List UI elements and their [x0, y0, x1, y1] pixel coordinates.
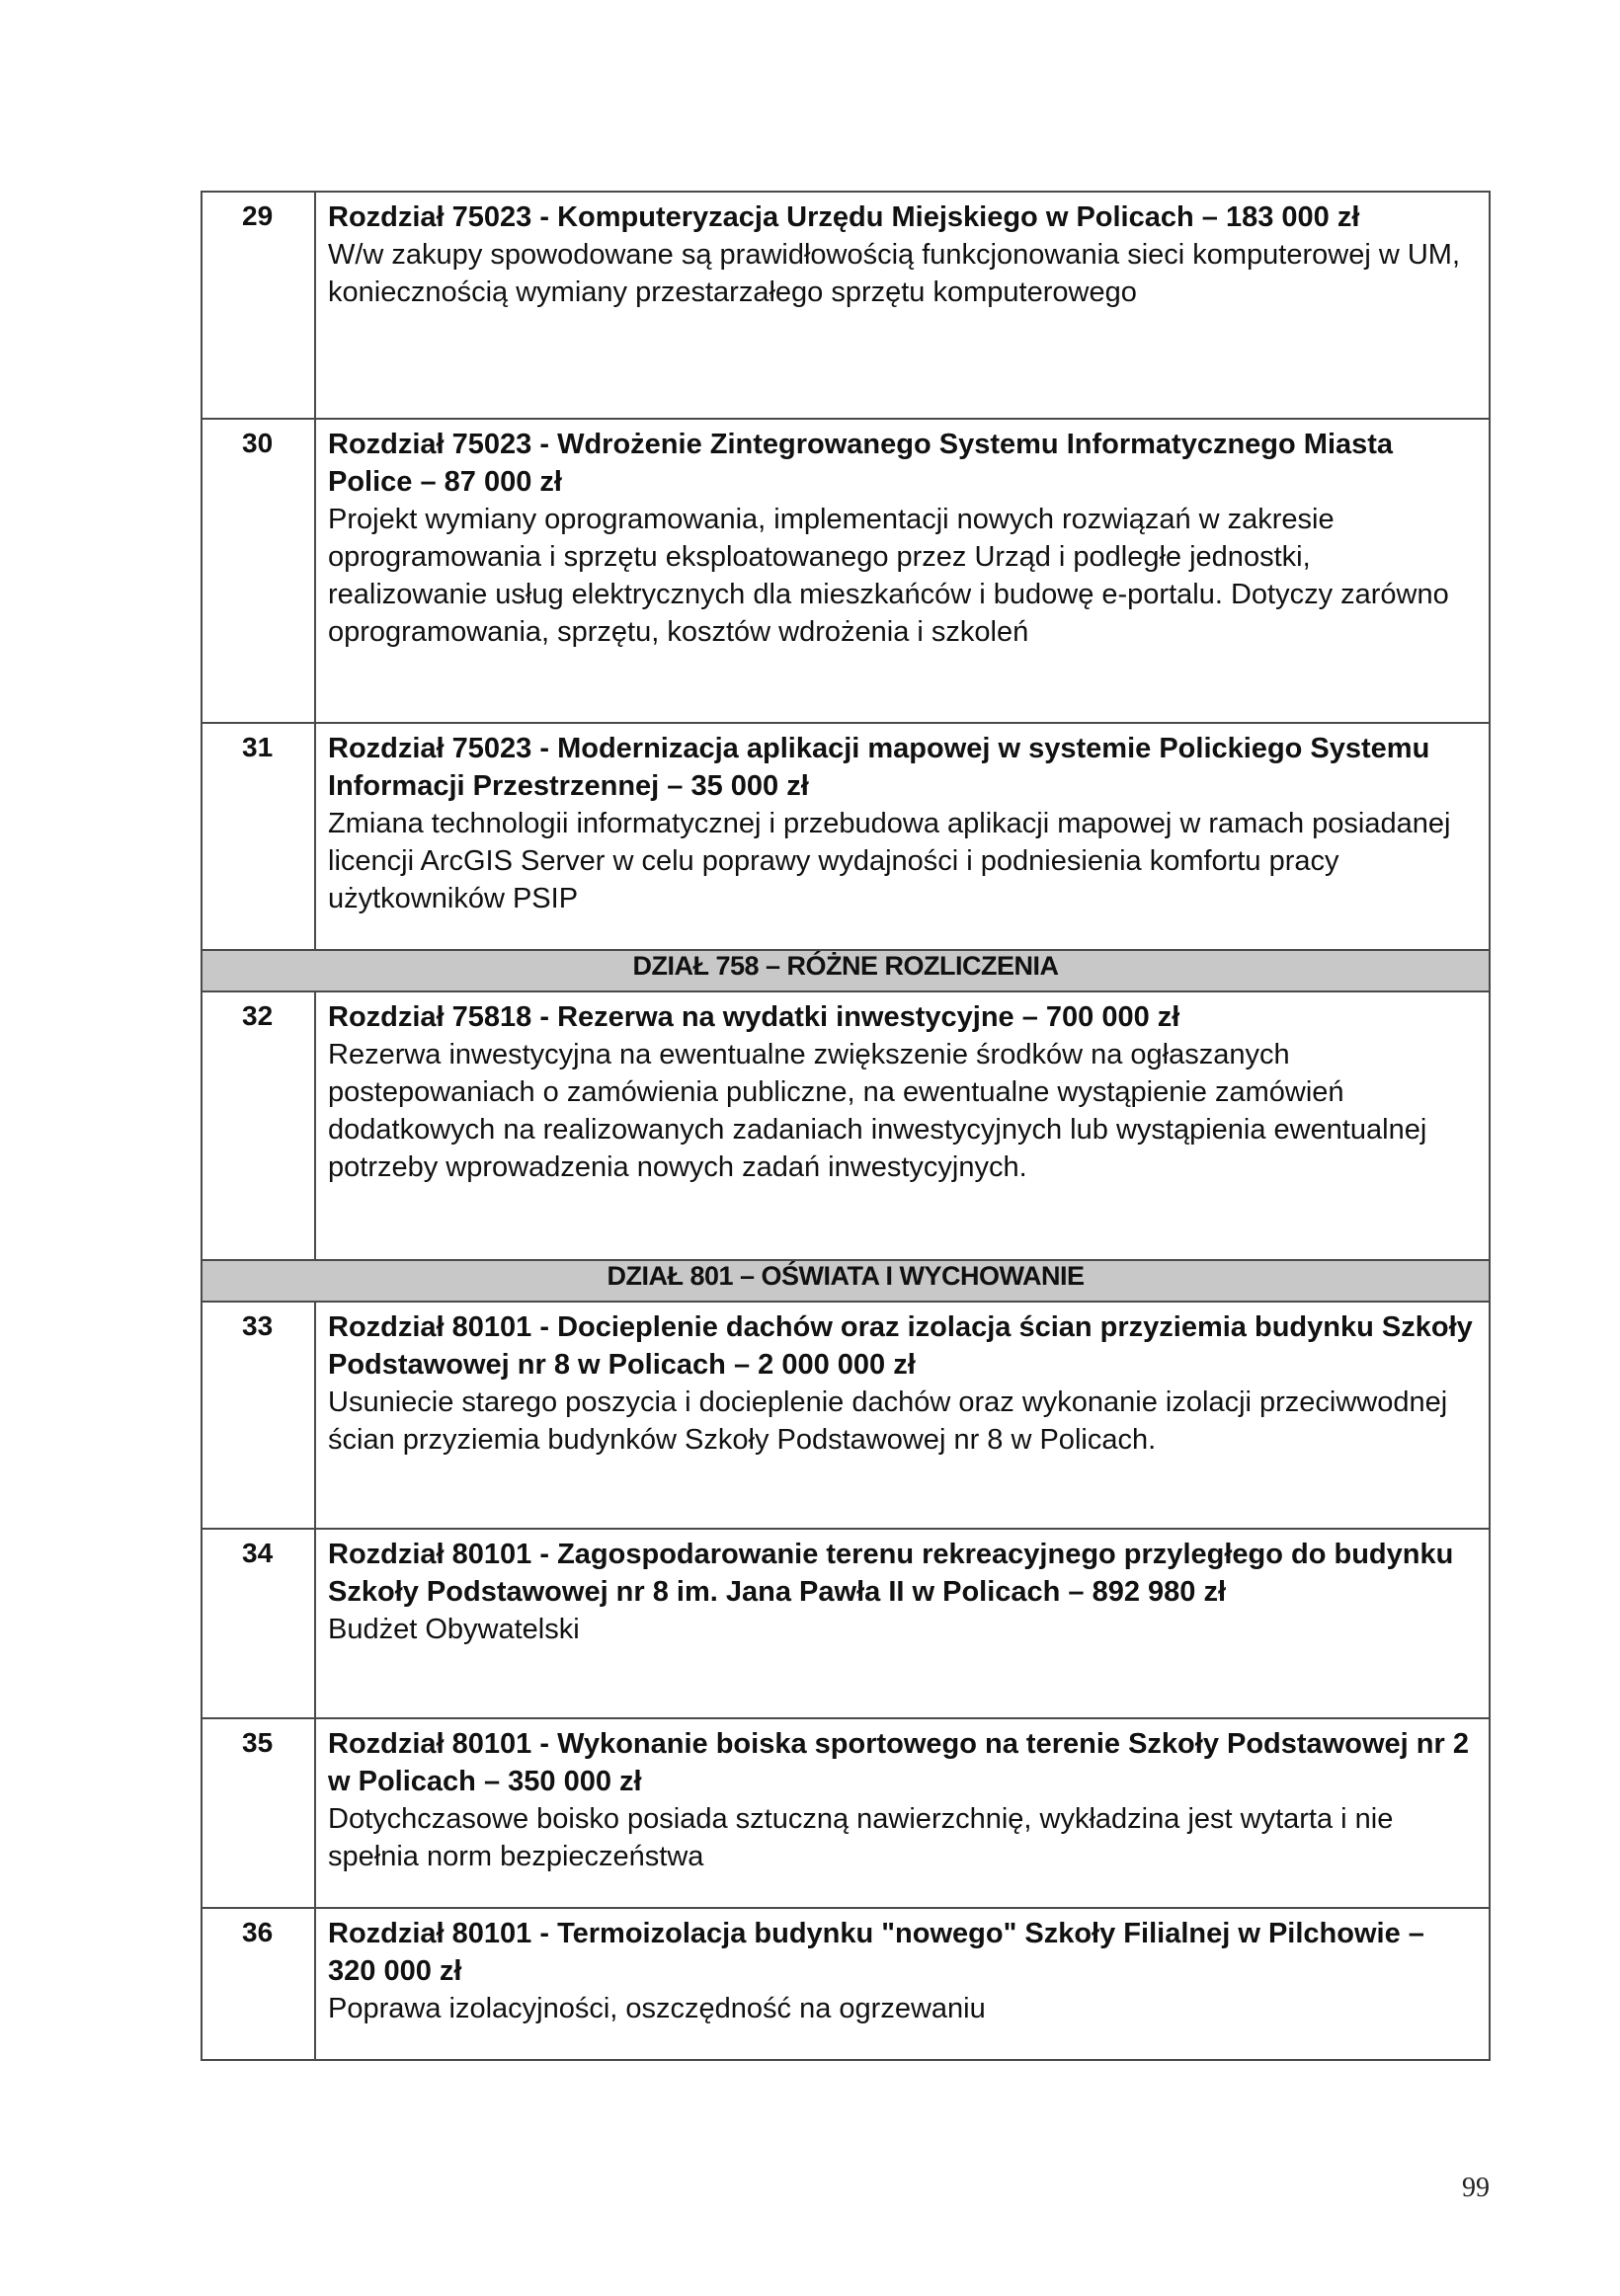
section-header-row [202, 1260, 1490, 1302]
table-row [202, 192, 1490, 419]
table-row [202, 1529, 1490, 1718]
row-heading: Rozdział 80101 - Zagospodarowanie terenu rekreacyjnego przyległego do budynku Szkoły Podstawowej nr 8 im. Jana Pawła II w Policach – 892 980 zł [328, 1539, 1454, 1608]
table-row [202, 1302, 1490, 1529]
table-row [202, 1908, 1490, 2060]
section-header: DZIAŁ 758 – RÓŻNE ROZLICZENIA [202, 950, 1490, 991]
row-number: 30 [202, 419, 315, 723]
row-description: Poprawa izolacyjności, oszczędność na ogrzewaniu [328, 1993, 986, 2024]
row-number: 31 [202, 723, 315, 950]
table-row [202, 991, 1490, 1260]
row-heading: Rozdział 80101 - Wykonanie boiska sportowego na terenie Szkoły Podstawowej nr 2 w Policach – 350 000 zł [328, 1728, 1469, 1797]
row-heading: Rozdział 80101 - Termoizolacja budynku "nowego" Szkoły Filialnej w Pilchowie – 320 000 zł [328, 1918, 1424, 1987]
page-number: 99 [1462, 2173, 1490, 2203]
investment-table [201, 191, 1491, 2061]
row-description: Projekt wymiany oprogramowania, implementacji nowych rozwiązań w zakresie oprogramowania i sprzętu eksploatowanego przez Urząd i podległe jednostki, realizowanie usług elektrycznych dla mieszkańców i budowę e-portalu. Dotyczy zarówno oprogramowania, sprzętu, kosztów wdrożenia i szkoleń [328, 504, 1449, 648]
table-row [202, 723, 1490, 950]
row-number: 36 [202, 1908, 315, 2060]
row-description: Rezerwa inwestycyjna na ewentualne zwiększenie środków na ogłaszanych postepowaniach o zamówienia publiczne, na ewentualne wystąpienie zamówień dodatkowych na realizowanych zadaniach inwestycyjnych lub wystąpienia ewentualnej potrzeby wprowadzenia nowych zadań inwestycyjnych. [328, 1039, 1427, 1183]
row-description: Budżet Obywatelski [328, 1614, 580, 1645]
row-number: 32 [202, 991, 315, 1260]
row-content [315, 419, 1490, 723]
row-description: Zmiana technologii informatycznej i przebudowa aplikacji mapowej w ramach posiadanej licencji ArcGIS Server w celu poprawy wydajności i podniesienia komfortu pracy użytkowników PSIP [328, 808, 1451, 914]
row-description: W/w zakupy spowodowane są prawidłowością funkcjonowania sieci komputerowej w UM, koniecznością wymiany przestarzałego sprzętu komputerowego [328, 239, 1461, 308]
row-content [315, 723, 1490, 950]
row-heading: Rozdział 75023 - Wdrożenie Zintegrowanego Systemu Informatycznego Miasta Police – 87 000 zł [328, 429, 1394, 498]
row-heading: Rozdział 75023 - Komputeryzacja Urzędu Miejskiego w Policach – 183 000 zł [328, 201, 1360, 233]
row-heading: Rozdział 80101 - Docieplenie dachów oraz izolacja ścian przyziemia budynku Szkoły Podstawowej nr 8 w Policach – 2 000 000 zł [328, 1311, 1473, 1381]
table-row [202, 419, 1490, 723]
row-number: 33 [202, 1302, 315, 1529]
section-header: DZIAŁ 801 – OŚWIATA I WYCHOWANIE [202, 1260, 1490, 1302]
section-header-row [202, 950, 1490, 991]
row-description: Dotychczasowe boisko posiada sztuczną nawierzchnię, wykładzina jest wytarta i nie spełnia norm bezpieczeństwa [328, 1803, 1394, 1872]
row-content [315, 1529, 1490, 1718]
row-number: 34 [202, 1529, 315, 1718]
row-content [315, 1908, 1490, 2060]
row-heading: Rozdział 75023 - Modernizacja aplikacji mapowej w systemie Polickiego Systemu Informacji Przestrzennej – 35 000 zł [328, 733, 1430, 802]
table-row [202, 1718, 1490, 1908]
row-content [315, 192, 1490, 419]
row-description: Usuniecie starego poszycia i docieplenie dachów oraz wykonanie izolacji przeciwwodnej ścian przyziemia budynków Szkoły Podstawowej nr 8 w Policach. [328, 1386, 1448, 1456]
row-content [315, 991, 1490, 1260]
row-content [315, 1302, 1490, 1529]
row-heading: Rozdział 75818 - Rezerwa na wydatki inwestycyjne – 700 000 zł [328, 1001, 1180, 1033]
row-content [315, 1718, 1490, 1908]
row-number: 35 [202, 1718, 315, 1908]
row-number: 29 [202, 192, 315, 419]
